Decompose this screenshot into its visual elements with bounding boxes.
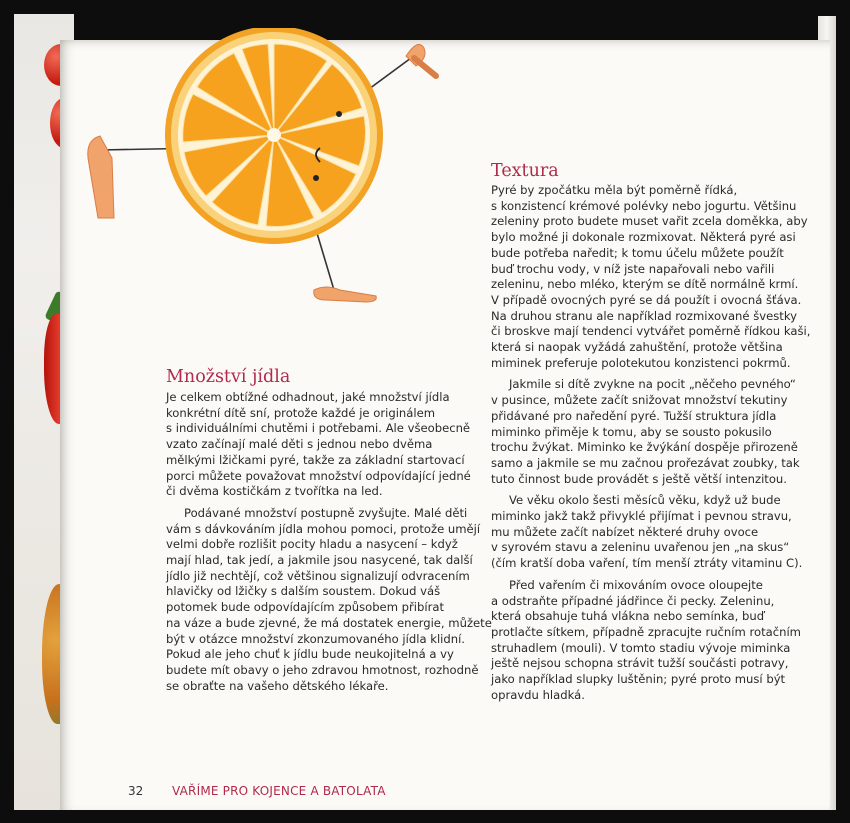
section-title-textura: Textura: [491, 161, 559, 181]
page-number: 32: [128, 784, 144, 798]
paragraph: Je celkem obtížné odhadnout, jaké množství jídla konkrétní dítě sní, protože každé je originálem s individuálními chutěmi i potřebami. Ale všeobecně vzato začínají malé děti s jednou nebo dvěma mělkými lžičkami pyré, takže za základní startovací porci můžete považovat množství odpovídající jedné či dvěma kostičkám z tvořítka na led.: [166, 390, 471, 499]
paragraph: Ve věku okolo šesti měsíců věku, když už bude miminko jakž takž přivyklé přijímat i pevnou stravu, mu můžete začít nabízet některé druhy ovoce v syrovém stavu a zeleninu uvařenou jen „na skus“ (čím kratší doba vaření, tím menší ztráty vitaminu C).: [491, 493, 803, 571]
section-title-mnozstvi-jidla: Množství jídla: [166, 367, 291, 387]
orange-slice-character-icon: [76, 28, 446, 318]
running-head: VAŘÍME PRO KOJENCE A BATOLATA: [172, 784, 386, 798]
paragraph: Pyré by zpočátku měla být poměrně řídká, s konzistencí krémové polévky nebo jogurtu. Většinu zeleniny proto budete muset vařit zcela doměkka, aby bylo možné ji dokonale rozmixovat. Některá pyré asi bude potřeba naředit; k tomu účelu můžete použít buď trochu vody, v níž jste napařovali nebo vařili zeleninu, nebo mléko, kterým se dítě normálně krmí. V případě ovocných pyré se dá použít i ovocná šťáva. Na druhou stranu ale například rozmixované švestky či broskve mají tendenci vytvářet poměrně řídkou kaši, která si naopak vyžádá zahuštění, protože většina miminek preferuje polotekutou konzistenci pokrmů.: [491, 183, 811, 370]
paragraph: Před vařením či mixováním ovoce oloupejte a odstraňte případné jádřince či pecky. Zeleninu, která obsahuje tuhá vlákna nebo semínka, buď protlačte sítkem, případně zpracujte ručním rotačním struhadlem (mouli). V tomto stadiu vývoje miminka ještě nejsou schopna strávit tužší součásti potravy, jako například slupky luštěnin; pyré proto musí být opravdu hladká.: [491, 577, 801, 702]
paragraph: Jakmile si dítě zvykne na pocit „něčeho pevného“ v pusince, můžete začít snižovat množství tekutiny přidávané pro naředění pyré. Tužší struktura jídla miminko přiměje k tomu, aby se sousto pokusilo trochu žvýkat. Miminko ke žvýkání dospěje přirozeně samo a jakmile se mu začnou prořezávat zoubky, tak tuto činnost bude provádět s ještě větší intenzitou.: [491, 377, 800, 486]
right-text-column: [491, 183, 810, 704]
left-text-column: [166, 390, 492, 694]
paragraph: Podávané množství postupně zvyšujte. Malé děti vám s dávkováním jídla mohou pomoci, protože umějí velmi dobře rozlišit pocity hladu a nasycení – když mají hlad, tak jedí, a jakmile jsou nasycené, tak další jídlo již nechtějí, což většinou signalizují odvracením hlavičky od lžičky s dalším soustem. Dokud váš potomek bude odpovídajícím způsobem přibírat na váze a bude zjevné, že má dostatek energie, můžete být v otázce množství zkonzumovaného jídla klidní. Pokud ale jeho chuť k jídlu bude neukojitelná a vy budete mít obavy o jeho zdravou hmotnost, rozhodně se obraťte na vašeho dětského lékaře.: [166, 505, 492, 693]
